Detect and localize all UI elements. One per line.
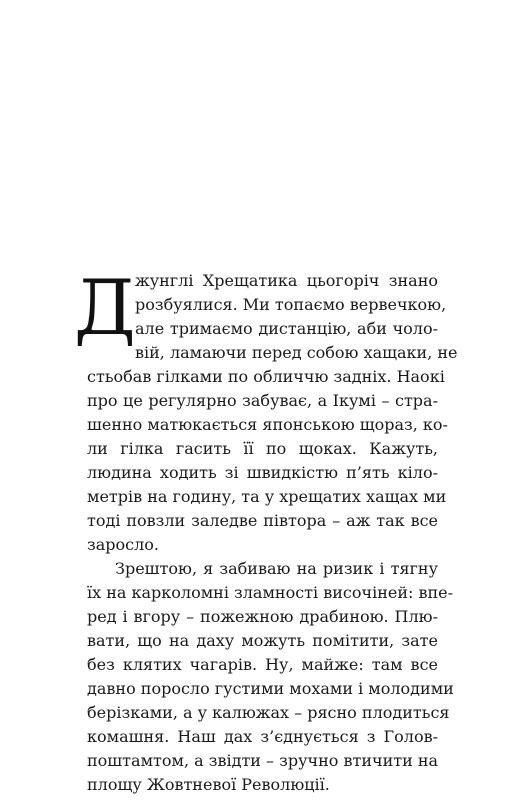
text-line: комашня. Наш дах з’єднується з Голов- xyxy=(87,727,438,746)
text-line: площу Жовтневої Революції. xyxy=(87,775,330,794)
text-line: заросло. xyxy=(87,535,159,554)
text-line: вій, ламаючи перед собою хащаки, не xyxy=(135,343,458,362)
text-line: стьобав гілками по обличчю задніх. Наокі xyxy=(87,367,445,386)
text-line: без клятих чагарів. Ну, майже: там все xyxy=(87,655,438,674)
text-line: поштамтом, а звідти – зручно втичити на xyxy=(87,751,439,770)
text-line: шенно матюкається японською щораз, ко- xyxy=(87,415,448,434)
text-line: про це регулярно забуває, а Ікумі – стра- xyxy=(87,391,438,410)
text-line: берізками, а у калюжах – рясно плодиться xyxy=(87,703,450,722)
text-line: але тримаємо дистанцію, аби чоло- xyxy=(135,319,438,338)
text-line: людина ходить зі швидкістю п’ять кіло- xyxy=(87,463,438,482)
text-line: Зрештою, я забиваю на ризик і тягну xyxy=(115,559,438,578)
text-line: вати, що на даху можуть помітити, зате xyxy=(87,631,438,650)
text-line: ред і вгору – пожежною драбиною. Плю- xyxy=(87,607,438,626)
drop-cap: Д xyxy=(74,263,136,352)
text-line: ли гілка гасить її по щоках. Кажуть, xyxy=(87,439,438,458)
text-line: давно поросло густими мохами і молодими xyxy=(87,679,454,698)
text-line: їх на карколомні зламності височіней: впе- xyxy=(87,583,454,602)
text-line: тоді повзли заледве півтора – аж так все xyxy=(87,511,438,530)
text-line: метрів на годину, та у хрещатих хащах ми xyxy=(87,487,447,506)
text-line: жунглі Хрещатика цьогоріч знано xyxy=(135,271,438,290)
text-line: розбуялися. Ми топаємо вервечкою, xyxy=(135,295,447,314)
